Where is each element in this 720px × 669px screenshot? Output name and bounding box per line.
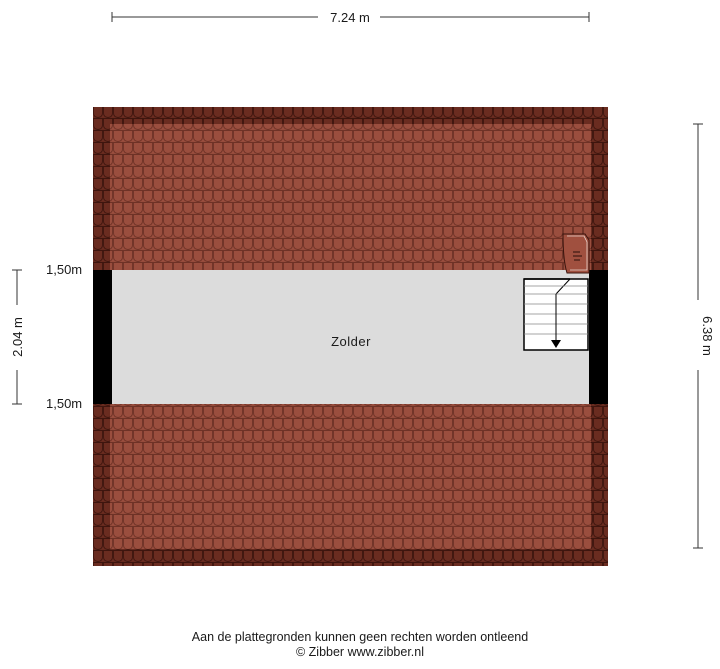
height-label-lower: 1,50m — [46, 396, 83, 411]
chimney-icon — [563, 234, 589, 273]
height-label-upper: 1,50m — [46, 262, 83, 277]
footer-disclaimer: Aan de plattegronden kunnen geen rechten worden ontleend — [191, 630, 529, 644]
dimension-right-label: 6.38 m — [700, 316, 715, 356]
wall-right — [589, 270, 608, 404]
staircase — [524, 279, 588, 350]
room-label-zolder: Zolder — [331, 334, 371, 349]
dimension-left-label: 2.04 m — [10, 317, 25, 357]
wall-left — [93, 270, 112, 404]
roof-upper — [93, 107, 608, 270]
roof-lower — [93, 404, 608, 566]
dimension-top-label: 7.24 m — [330, 10, 370, 25]
footer-copyright: © Zibber www.zibber.nl — [295, 645, 424, 659]
